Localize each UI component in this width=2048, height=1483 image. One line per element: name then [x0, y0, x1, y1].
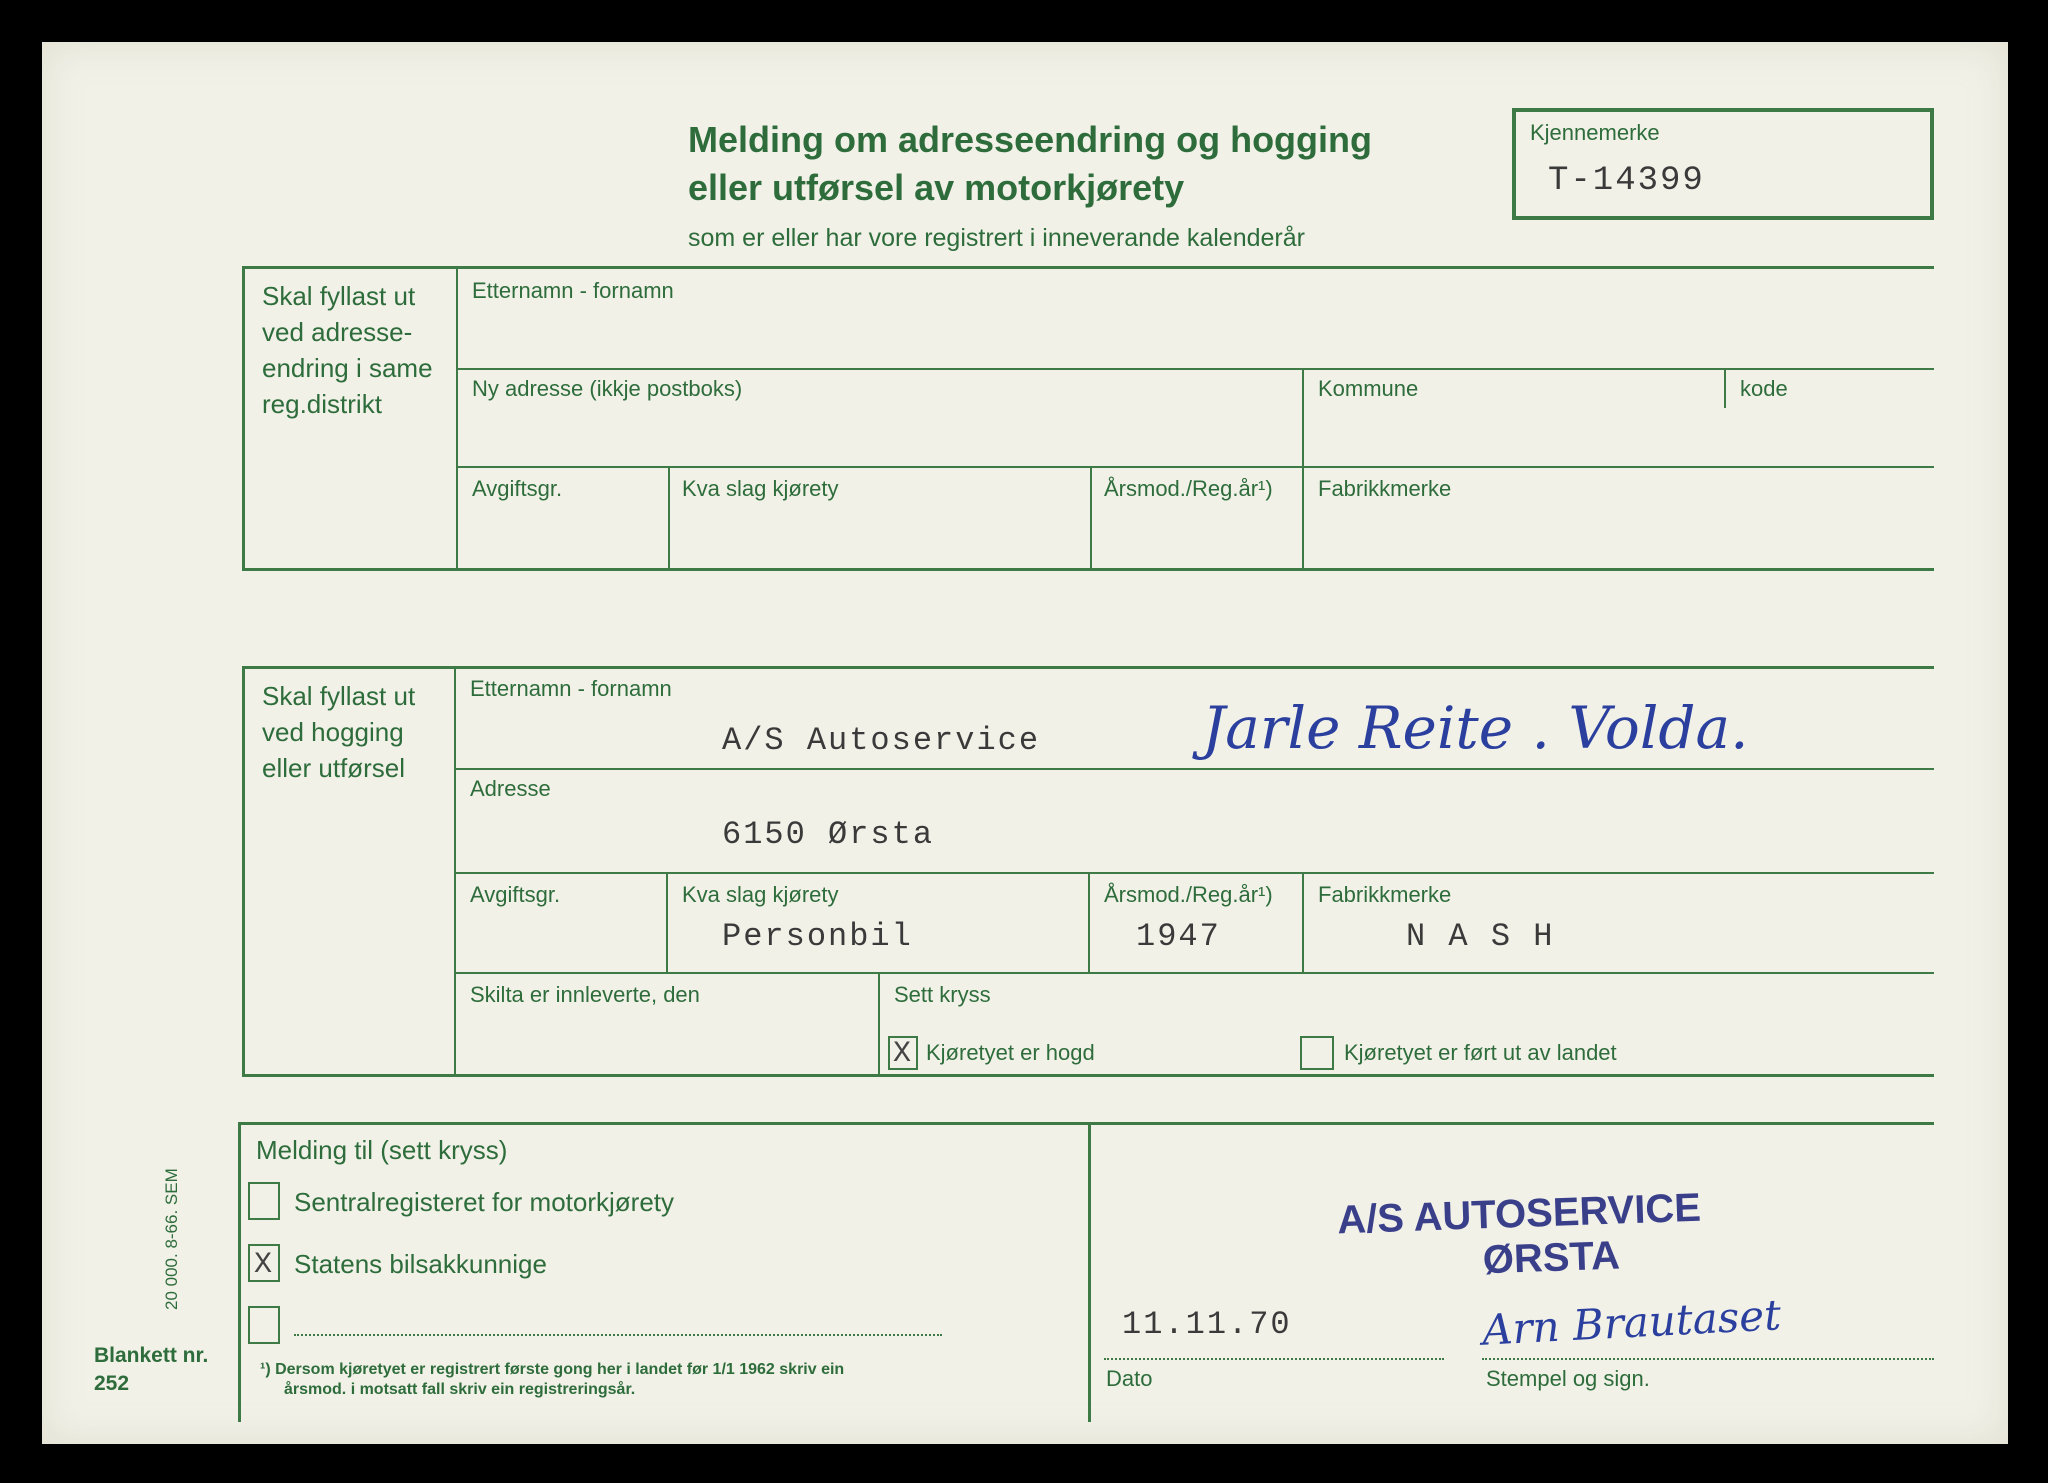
s2-fabrikk-value: N A S H — [1406, 918, 1555, 955]
s3-footnote-line2: årsmod. i motsatt fall skriv ein registreringsår. — [284, 1381, 636, 1398]
s1-row1-line — [456, 368, 1934, 370]
s1-row2-line — [456, 466, 1934, 468]
s2-arsmod-label: Årsmod./Reg.år¹) — [1104, 882, 1273, 907]
kjennemerke-label: Kjennemerke — [1530, 120, 1660, 145]
section2-left-border — [242, 666, 245, 1077]
form-title — [688, 116, 1372, 212]
s2-skilta-divider — [878, 972, 880, 1074]
company-stamp — [1337, 1186, 1704, 1289]
section1-bottom-border — [242, 568, 1934, 571]
section1-side-line3: endring i same — [262, 353, 433, 383]
s2-etternamn-label: Etternamn - fornamn — [470, 676, 672, 701]
section2-top-border — [242, 666, 1934, 669]
section2-side-line1: Skal fyllast ut — [262, 681, 416, 711]
s1-kode-divider — [1724, 368, 1726, 408]
s1-adresse-label: Ny adresse (ikkje postboks) — [472, 376, 743, 401]
s2-col3-divider — [1302, 872, 1304, 974]
s2-etternamn-handwritten: Jarle Reite . Volda. — [1202, 694, 1749, 762]
s1-col2-divider — [1090, 466, 1092, 568]
s1-etternamn-label: Etternamn - fornamn — [472, 278, 674, 303]
s3-option1-checkbox[interactable] — [248, 1182, 280, 1220]
s3-stempel-dotted-line — [1482, 1358, 1934, 1360]
form-title-line2: eller utførsel av motorkjørety — [688, 167, 1185, 208]
kjennemerke-box — [1512, 108, 1934, 220]
s3-footnote-line1: ¹) Dersom kjøretyet er registrert første gong her i landet før 1/1 1962 skriv ein — [260, 1361, 845, 1378]
s1-avgiftsgr-label: Avgiftsgr. — [472, 476, 563, 501]
s3-melding-label: Melding til (sett kryss) — [256, 1135, 508, 1165]
s2-avgiftsgr-label: Avgiftsgr. — [470, 882, 561, 907]
s3-option2-checkmark: X — [254, 1248, 273, 1282]
s1-col1-divider — [668, 466, 670, 568]
section3-left-border — [238, 1122, 241, 1422]
section2-side-divider — [454, 666, 456, 1076]
s1-fabrikk-label: Fabrikkmerke — [1318, 476, 1452, 501]
form-title-line1: Melding om adresseendring og hogging — [688, 119, 1373, 160]
s2-fabrikk-label: Fabrikkmerke — [1318, 882, 1452, 907]
s2-adresse-label: Adresse — [470, 776, 551, 801]
s2-sett-kryss-label: Sett kryss — [894, 982, 991, 1007]
s1-kode-label: kode — [1740, 376, 1788, 401]
section3-mid-divider — [1088, 1122, 1091, 1422]
s3-option2-checkbox[interactable] — [248, 1244, 280, 1282]
s2-row1-line — [454, 768, 1934, 770]
s1-kommune-label: Kommune — [1318, 376, 1419, 401]
s3-option2-label: Statens bilsakkunnige — [294, 1249, 547, 1279]
s3-dato-dotted-line — [1104, 1358, 1444, 1360]
s1-arsmod-label: Årsmod./Reg.år¹) — [1104, 476, 1273, 501]
section3-top-border — [238, 1122, 1934, 1125]
s3-footnote — [260, 1360, 844, 1400]
s2-arsmod-value: 1947 — [1136, 918, 1221, 955]
s3-option3-dotted-line — [294, 1334, 942, 1336]
s2-col1-divider — [666, 872, 668, 974]
section1-side-divider — [456, 266, 458, 571]
s2-adresse-value: 6150 Ørsta — [722, 816, 935, 853]
s2-utfort-label: Kjøretyet er ført ut av landet — [1344, 1040, 1617, 1065]
s2-kva-slag-label: Kva slag kjørety — [682, 882, 839, 907]
s3-dato-label: Dato — [1106, 1366, 1153, 1391]
blankett-label-text: Blankett nr. — [94, 1344, 209, 1367]
s1-kva-slag-label: Kva slag kjørety — [682, 476, 839, 501]
print-code: 20 000. 8-66. SEM — [162, 1168, 181, 1310]
s2-kva-slag-value: Personbil — [722, 918, 913, 955]
section1-side-line2: ved adresse- — [262, 317, 413, 347]
s2-col2-divider — [1088, 872, 1090, 974]
s3-stempel-label: Stempel og sign. — [1486, 1366, 1650, 1391]
s2-utfort-checkbox[interactable] — [1300, 1036, 1334, 1070]
section1-left-border — [242, 266, 245, 571]
s1-kommune-divider — [1302, 368, 1304, 468]
section2-side-label — [262, 678, 415, 786]
section1-side-line4: reg.distrikt — [262, 389, 382, 419]
stamp-line2: ØRSTA — [1482, 1233, 1621, 1283]
blankett-number: 252 — [94, 1372, 130, 1395]
section1-top-border — [242, 266, 1934, 269]
form-subtitle: som er eller har vore registrert i inneverande kalenderår — [688, 224, 1305, 252]
section1-side-label — [262, 278, 433, 422]
section2-side-line3: eller utførsel — [262, 753, 406, 783]
s3-option3-checkbox[interactable] — [248, 1306, 280, 1344]
s1-col3-divider — [1302, 466, 1304, 568]
s2-etternamn-value: A/S Autoservice — [722, 722, 1041, 759]
section2-side-line2: ved hogging — [262, 717, 404, 747]
s3-option1-label: Sentralregisteret for motorkjørety — [294, 1187, 675, 1217]
s2-skilta-label: Skilta er innleverte, den — [470, 982, 700, 1007]
stamp-line1: A/S AUTOSERVICE — [1336, 1185, 1702, 1243]
blankett-label — [94, 1342, 208, 1398]
s2-row3-line — [454, 972, 1934, 974]
section1-side-line1: Skal fyllast ut — [262, 281, 416, 311]
signature: Arn Brautaset — [1480, 1290, 1783, 1355]
s2-hogd-checkmark: X — [893, 1037, 912, 1071]
s2-hogd-label: Kjøretyet er hogd — [926, 1040, 1095, 1065]
form-sheet — [42, 42, 2008, 1444]
kjennemerke-value: T-14399 — [1548, 162, 1705, 200]
s3-dato-value: 11.11.70 — [1122, 1306, 1292, 1343]
section2-bottom-border — [242, 1074, 1934, 1077]
s2-row2-line — [454, 872, 1934, 874]
s2-hogd-checkbox[interactable] — [888, 1036, 918, 1070]
